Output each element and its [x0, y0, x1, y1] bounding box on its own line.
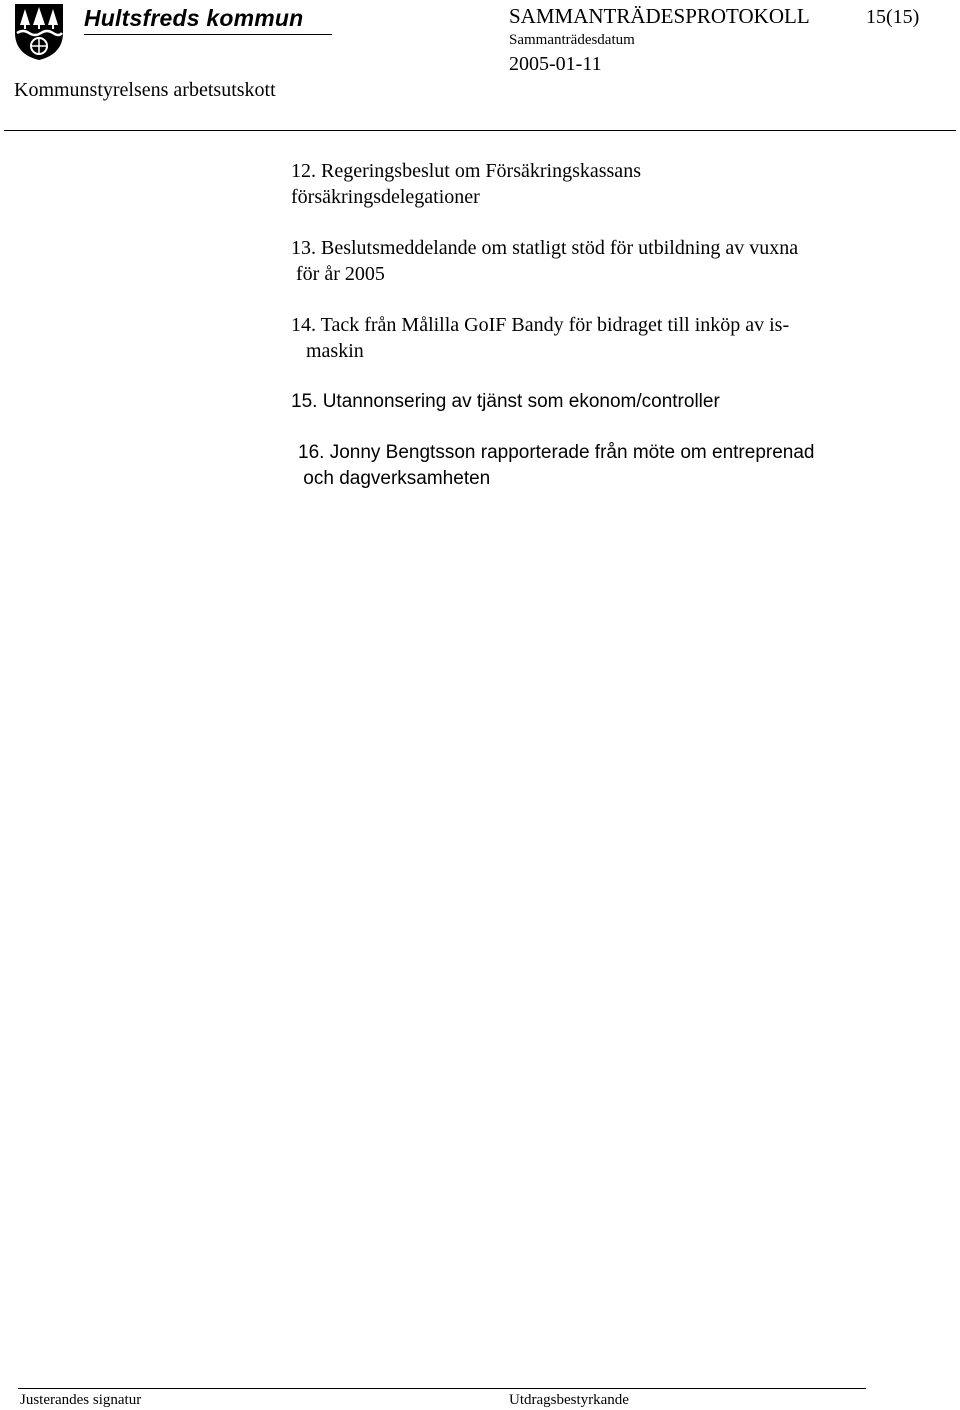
agenda-item-13	[291, 235, 891, 287]
agenda-item-15	[291, 389, 891, 415]
meeting-date-value: 2005-01-11	[509, 53, 602, 75]
agenda-item-12	[291, 158, 891, 210]
agenda-item-14	[291, 312, 891, 364]
certification-label: Utdragsbestyrkande	[509, 1392, 629, 1408]
meeting-date-label: Sammanträdesdatum	[509, 32, 635, 48]
agenda-item-line: för år 2005	[291, 263, 385, 285]
document-title: SAMMANTRÄDESPROTOKOLL	[509, 4, 810, 28]
agenda-item-16	[298, 440, 898, 492]
page-number: 15(15)	[866, 6, 920, 28]
brand-name: Hultsfreds kommun	[84, 5, 304, 31]
agenda-item-line: maskin	[291, 340, 364, 362]
committee-name: Kommunstyrelsens arbetsutskott	[14, 79, 276, 101]
agenda-item-line: 14. Tack från Målilla GoIF Bandy för bidraget till inköp av is-	[291, 314, 790, 336]
coat-of-arms-icon	[14, 3, 64, 61]
agenda-item-line: 16. Jonny Bengtsson rapporterade från möte om entreprenad	[298, 442, 815, 463]
agenda-item-line: och dagverksamheten	[298, 468, 491, 489]
agenda-item-line: försäkringsdelegationer	[291, 186, 480, 208]
header-divider	[4, 130, 956, 131]
agenda-item-line: 13. Beslutsmeddelande om statligt stöd för utbildning av vuxna	[291, 237, 799, 259]
agenda-item-line: 15. Utannonsering av tjänst som ekonom/controller	[291, 391, 720, 412]
footer-divider	[18, 1388, 866, 1389]
agenda-item-line: 12. Regeringsbeslut om Försäkringskassans	[291, 160, 641, 182]
brand-underline	[84, 34, 332, 35]
signature-label: Justerandes signatur	[20, 1392, 142, 1408]
